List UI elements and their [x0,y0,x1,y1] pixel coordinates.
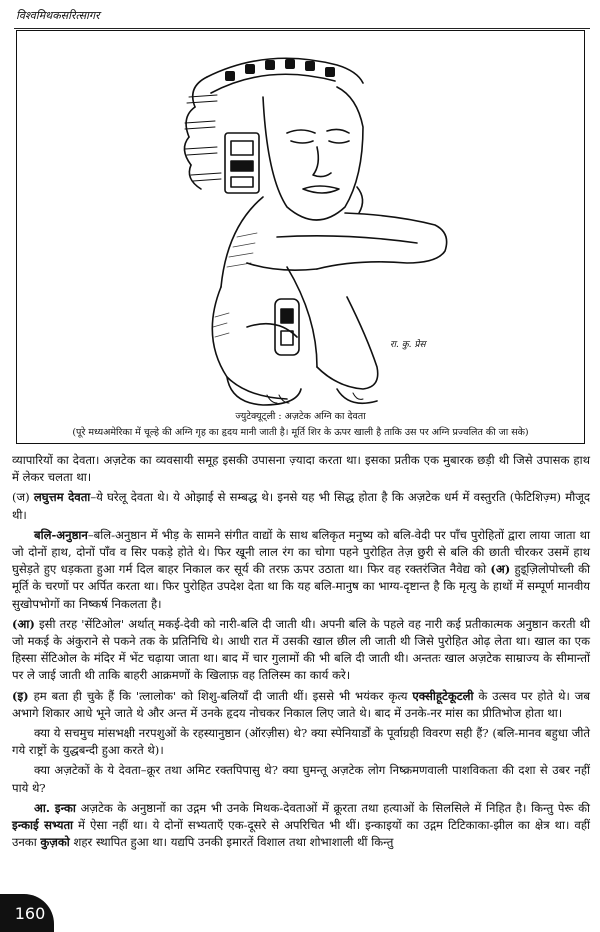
paragraph: क्या अज़टेकों के ये देवता–क्रूर तथा अमिट रक्तपिपासु थे? क्या घुमन्तू अज़टेक लोग निष्क्रमणवाली पाशविकता की दशा से उबर नहीं पाये थे? [12,763,590,795]
page-number: 160 [0,894,54,932]
artist-signature: रा. कु. प्रेस [390,340,426,350]
paragraph: (आ) इसी तरह 'सेंटिओल' अर्थात् मकई-देवी को नारी-बलि दी जाती थी। अपनी बलि के पहले वह नारी कई प्रतीकात्मक अनुष्ठान करती थी जो मकई के अंकुराने से पकने तक के प्रतिनिधि थे। आधी रात में उसकी खाल छील ली जाती थी जिसे पुरोहित ओढ़ लेता था। खाल का एक हिस्सा सेंटिओल के मंदिर में भेंट चढ़ाया जाता था। बाद में चार गुलामों की भी बलि दी जाती थी। अन्ततः खाल अज़टेक साम्राज्य के सीमान्तों पर ले जाई जाती थी ताकि बाहरी आक्रमणों के खिलाफ़ वह तिलिस्म का कार्य करे। [12,616,590,683]
paragraph: (इ) हम बता ही चुके हैं कि 'त्लालोक' को शिशु-बलियाँ दी जाती थीं। इससे भी भयंकर कृत्य एक्सीहूटेकूटली के उत्सव पर होते थे। जब अभागे शिकार आधे भूने जाते थे और अन्त में उनके हृदय नोचकर निकाल लिए जाते थे। बाद में उनके-नर मांस का प्रीतिभोज होता था। [12,688,590,720]
deity-sculpture-illustration [167,37,457,413]
paragraph: क्या ये सचमुच मांसभक्षी नरपशुओं के रहस्यानुष्ठान (ऑरज़ीस) थे? क्या स्पेनियार्डों के पूर्वाग्रही विवरण सही हैं? (बलि-मानव बहुधा जीते गये राष्ट्रों के युद्धबन्दी हुआ करते थे)। [12,726,590,758]
figure-caption-subtitle: (पूरे मध्यअमेरिका में चूल्हे की अग्नि गृह का हृदय मानी जाती है। मूर्ति शिर के ऊपर खाली है ताकि उस पर अग्नि प्रज्वलित की जा सके) [72,427,529,438]
figure-caption-title: ज्युटेक्यूट्ली : अज़टेक अग्नि का देवता [235,411,366,422]
body-text [12,452,590,854]
paragraph: व्यापारियों का देवता। अज़टेक का व्यवसायी समूह इसकी उपासना ज़्यादा करता था। इसका प्रतीक एक मुबारक छड़ी थी जिसे उपासक हाथ में लेकर चलता था। [12,453,590,485]
paragraph: (ज) लघुत्तम देवता–ये घरेलू देवता थे। ये ओझाई से सम्बद्ध थे। इनसे यह भी सिद्ध होता है कि अज़टेक धर्म में वस्तुरति (फेटिशिज़्म) मौजूद थी। [12,490,590,522]
figure-frame [16,30,585,444]
paragraph: आ. इन्का अज़टेक के अनुष्ठानों का उद्गम भी उनके मिथक-देवताओं में क्रूरता तथा हत्याओं के सिलसिले में निहित है। किन्तु पेरू की इन्काई सभ्यता में ऐसा नहीं था। ये दोनों सभ्यताएँ एक-दूसरे से अपरिचित भी थीं। इन्काइयों का उद्गम टिटिकाका-झील का क्षेत्र था। वहीं उनका कुज़को शहर स्थापित हुआ था। यद्यपि उनकी इमारतें विशाल तथा शोभाशाली थीं किन्तु [12,800,590,850]
paragraph: बलि-अनुष्ठान–बलि-अनुष्ठान में भीड़ के सामने संगीत वाद्यों के साथ बलिकृत मनुष्य को बलि-वेदी पर पाँच पुरोहितों द्वारा लाया जाता था जो दोनों हाथ, दोनों पाँव व सिर पकड़े होते थे। फिर खूनी लाल रंग का चोगा पहने पुरोहित तेज़ छुरी से बलि की छाती चीरकर उसमें हाथ घुसेड़ते हुए धड़कता हुआ गर्म दिल बाहर निकाल कर सूर्य की तरफ़ ऊपर उठाता था। फिर वह रक्तरंजित नैवेद्य को (अ) हुइ्ज़िलोपोच्ली की मूर्ति के चरणों पर अर्पित करता था। फिर पुरोहित उपदेश देता था कि यह बलि-मानुष का भाग्य-दृष्टान्त है कि मृत्यु के हाथों में सम्पूर्ण मानवीय सुखोपभोगों का निष्कर्ष निकलता है। [12,527,591,611]
header-rule [14,28,590,29]
running-title: विश्वमिथकसरित्सागर [16,9,100,22]
